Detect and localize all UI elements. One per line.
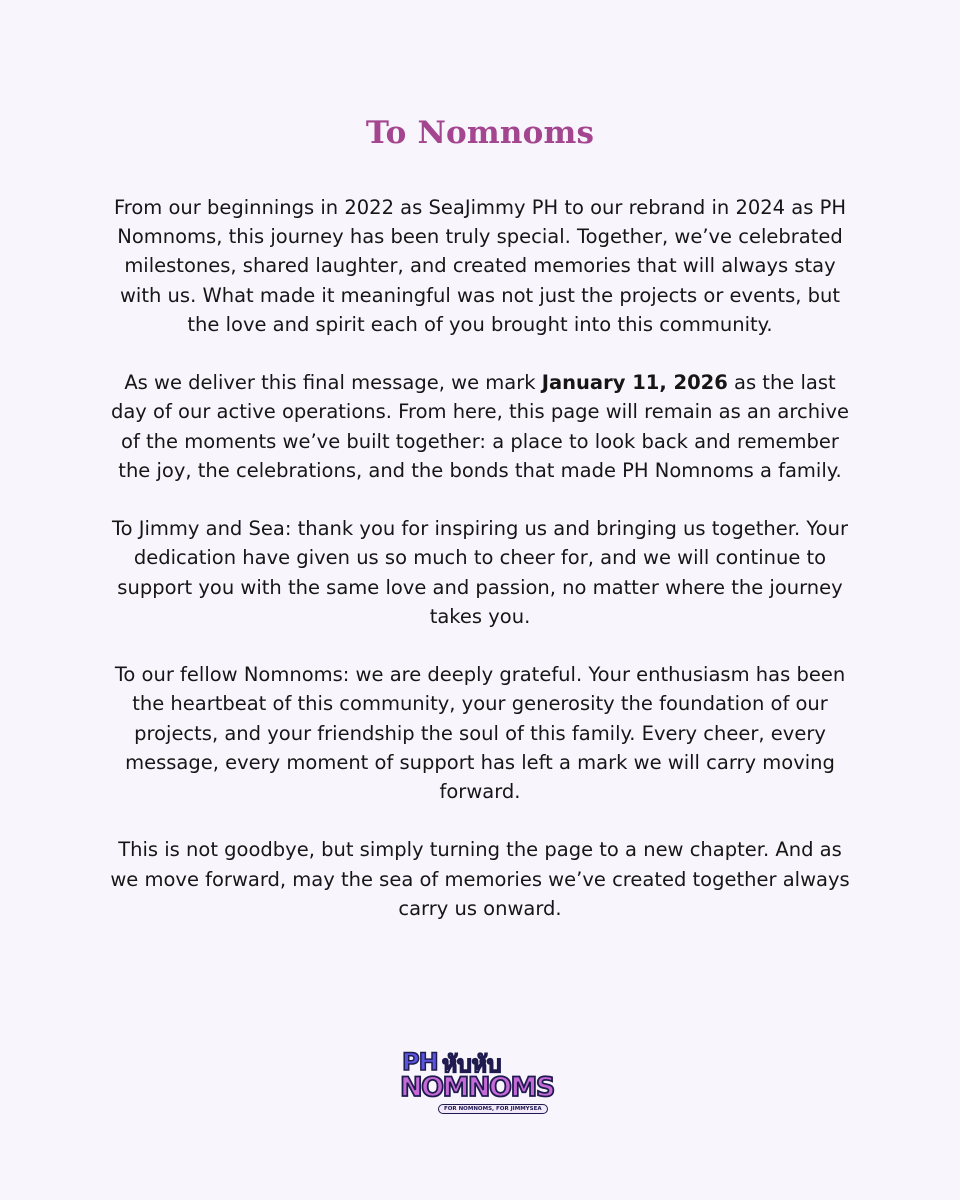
letter-title: To Nomnoms xyxy=(365,114,595,151)
letter-body xyxy=(110,193,850,923)
paragraph-beginnings: From our beginnings in 2022 as SeaJimmy PH to our rebrand in 2024 as PH Nomnoms, this journey has been truly special. Together, we’ve celebrated milestones, shared laughter, and created memories that will always stay with us. What made it meaningful was not just the projects or events, but the love and spirit each of you brought into this community. xyxy=(113,196,847,336)
paragraph-fellow-nomnoms: To our fellow Nomnoms: we are deeply grateful. Your enthusiasm has been the heartbeat of this community, your generosity the foundation of our projects, and your friendship the soul of this family. Every cheer, every message, every moment of support has left a mark we will carry moving forward. xyxy=(114,663,846,804)
paragraph-jimmy-sea: To Jimmy and Sea: thank you for inspiring us and bringing us together. Your dedication have given us so much to cheer for, and we will continue to support you with the same love and passion, no matter where the journey takes you. xyxy=(112,517,848,628)
logo-ph-text: PH xyxy=(402,1048,438,1076)
logo-thai-text: หับหับ xyxy=(442,1052,502,1078)
ph-nomnoms-logo xyxy=(398,1046,568,1124)
logo-nomnoms-text: NOMNOMS xyxy=(400,1072,554,1103)
paragraph-final-message-rest: as the last day of our active operations. From here, this page will remain as an archive of the moments we’ve built together: a place to look back and remember the joy, the celebrations, and the bonds that made PH Nomnoms a family. xyxy=(110,371,850,482)
paragraph-final-message-intro: As we deliver this final message, we mark xyxy=(124,371,542,395)
final-date: January 11, 2026 xyxy=(541,371,728,395)
logo-tagline: FOR NOMNOMS, FOR JIMMYSEA xyxy=(438,1104,548,1114)
paragraph-final-message xyxy=(110,368,850,485)
paragraph-closing: This is not goodbye, but simply turning the page to a new chapter. And as we move forward, may the sea of memories we’ve created together always carry us onward. xyxy=(110,838,850,920)
